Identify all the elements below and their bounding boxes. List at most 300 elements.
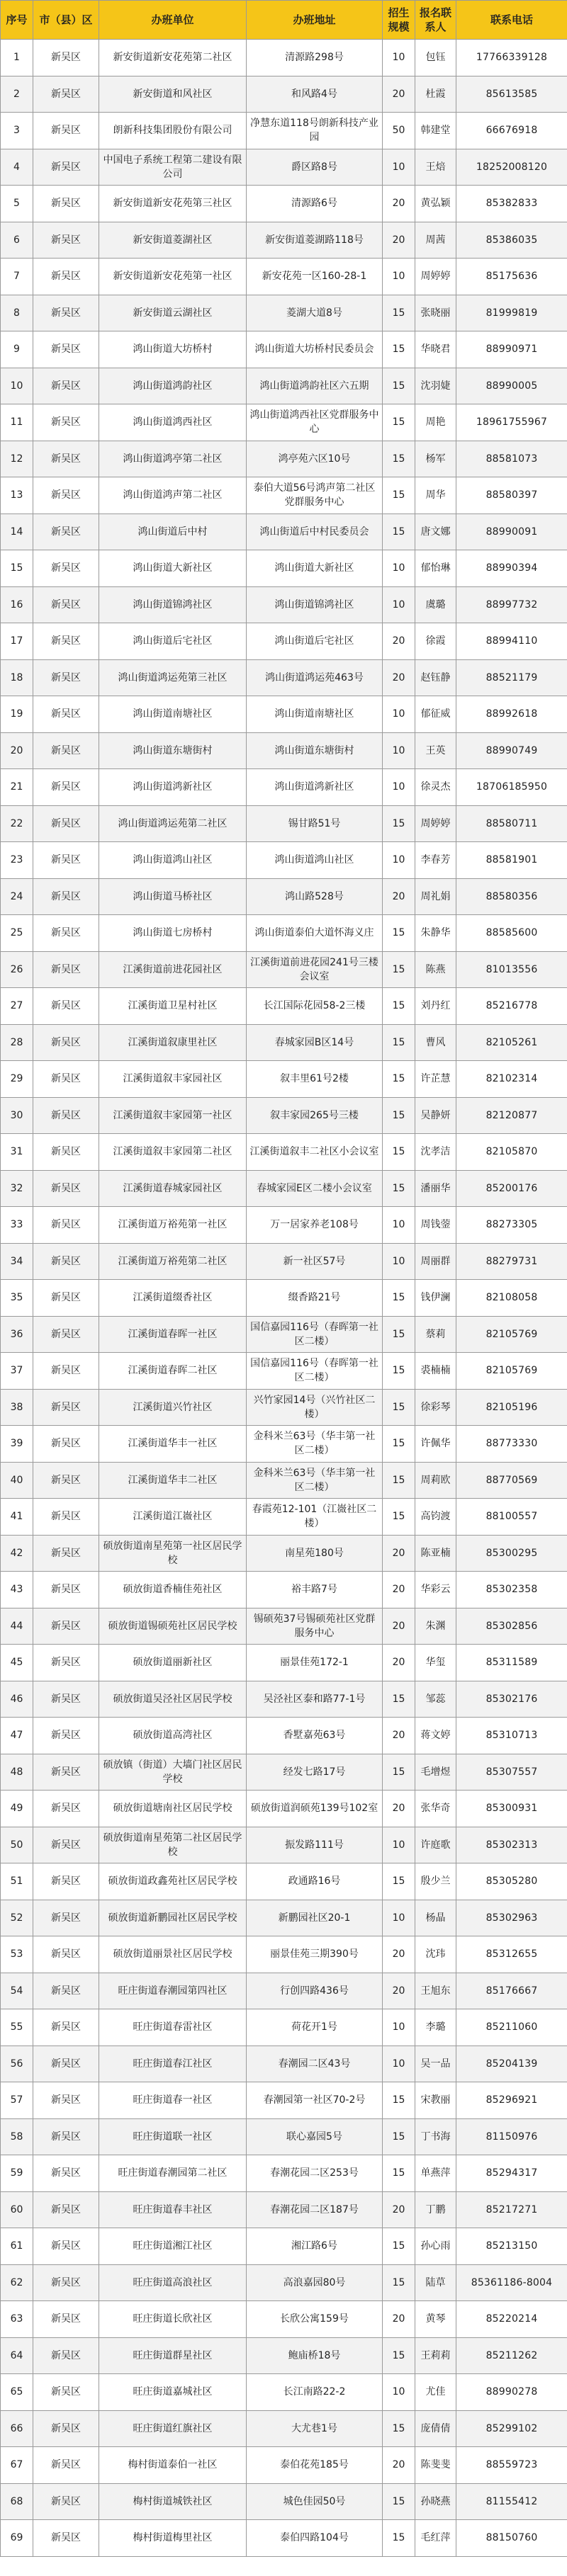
cell-phone: 85200176	[456, 1170, 567, 1207]
cell-contact: 唐文娜	[415, 514, 456, 550]
cell-no: 48	[1, 1754, 33, 1791]
cell-unit: 旺庄街道红旗社区	[99, 2410, 247, 2447]
header-unit: 办班单位	[99, 1, 247, 40]
cell-unit: 硕放街道高湾社区	[99, 1718, 247, 1754]
cell-contact: 周茜	[415, 222, 456, 259]
cell-district: 新吴区	[33, 295, 99, 331]
cell-unit: 江溪街道卫星村社区	[99, 988, 247, 1025]
table-row	[1, 1024, 567, 1061]
cell-contact: 许佩华	[415, 1426, 456, 1463]
cell-scale: 10	[383, 40, 415, 76]
cell-unit: 梅村街道泰伯一社区	[99, 2447, 247, 2484]
cell-phone: 85213150	[456, 2228, 567, 2265]
cell-phone: 81013556	[456, 951, 567, 988]
cell-no: 59	[1, 2155, 33, 2192]
cell-address: 硕放街道润硕苑139号102室	[247, 1791, 383, 1827]
table-row	[1, 2337, 567, 2374]
cell-scale: 10	[383, 2009, 415, 2046]
cell-contact: 杜霞	[415, 76, 456, 113]
cell-no: 54	[1, 1973, 33, 2009]
cell-scale: 15	[383, 988, 415, 1025]
cell-scale: 15	[383, 2082, 415, 2119]
table-row	[1, 1134, 567, 1171]
cell-no: 17	[1, 623, 33, 660]
cell-scale: 20	[383, 1645, 415, 1681]
table-row	[1, 805, 567, 842]
cell-contact: 王旭东	[415, 1973, 456, 2009]
table-body	[1, 40, 567, 2557]
cell-unit: 江溪街道前进花园社区	[99, 951, 247, 988]
cell-address: 缀香路21号	[247, 1280, 383, 1317]
cell-contact: 沈玮	[415, 1936, 456, 1973]
cell-no: 12	[1, 441, 33, 477]
cell-address: 泰伯四路104号	[247, 2520, 383, 2557]
cell-district: 新吴区	[33, 1791, 99, 1827]
cell-scale: 15	[383, 2155, 415, 2192]
cell-address: 新安街道菱湖路118号	[247, 222, 383, 259]
cell-district: 新吴区	[33, 1316, 99, 1353]
cell-contact: 周钱蓥	[415, 1207, 456, 1244]
cell-phone: 85302176	[456, 1681, 567, 1718]
cell-district: 新吴区	[33, 1024, 99, 1061]
cell-contact: 王焙	[415, 149, 456, 186]
cell-address: 新鹏园社区20-1	[247, 1900, 383, 1936]
cell-no: 28	[1, 1024, 33, 1061]
table-row	[1, 696, 567, 733]
table-row	[1, 1681, 567, 1718]
cell-address: 大尤巷1号	[247, 2410, 383, 2447]
cell-address: 政通路16号	[247, 1863, 383, 1900]
cell-phone: 82105870	[456, 1134, 567, 1171]
cell-district: 新吴区	[33, 805, 99, 842]
cell-district: 新吴区	[33, 2410, 99, 2447]
cell-contact: 陆草	[415, 2264, 456, 2301]
cell-no: 45	[1, 1645, 33, 1681]
cell-unit: 鸿山街道大新社区	[99, 550, 247, 587]
cell-address: 新安花苑一区160-28-1	[247, 259, 383, 295]
cell-unit: 鸿山街道南塘社区	[99, 696, 247, 733]
cell-scale: 15	[383, 514, 415, 550]
cell-unit: 新安街道和风社区	[99, 76, 247, 113]
cell-no: 44	[1, 1608, 33, 1645]
cell-district: 新吴区	[33, 149, 99, 186]
cell-address: 联心嘉园5号	[247, 2118, 383, 2155]
table-row	[1, 1353, 567, 1390]
cell-unit: 鸿山街道马桥社区	[99, 878, 247, 915]
cell-phone: 88100557	[456, 1499, 567, 1536]
table-row	[1, 1207, 567, 1244]
cell-contact: 黄弘颖	[415, 186, 456, 222]
cell-scale: 15	[383, 2410, 415, 2447]
cell-address: 金科米兰63号（华丰第一社区二楼）	[247, 1462, 383, 1499]
cell-phone: 88581901	[456, 842, 567, 879]
cell-contact: 朱静华	[415, 915, 456, 952]
cell-contact: 吴静妍	[415, 1097, 456, 1134]
cell-phone: 82105196	[456, 1389, 567, 1426]
cell-contact: 郁怡琳	[415, 550, 456, 587]
cell-no: 46	[1, 1681, 33, 1718]
table-row	[1, 1608, 567, 1645]
cell-unit: 江溪街道叙康里社区	[99, 1024, 247, 1061]
cell-district: 新吴区	[33, 696, 99, 733]
cell-address: 泰伯花苑185号	[247, 2447, 383, 2484]
table-row	[1, 2410, 567, 2447]
cell-no: 24	[1, 878, 33, 915]
cell-unit: 江溪街道叙丰家园第二社区	[99, 1134, 247, 1171]
cell-contact: 周礼娟	[415, 878, 456, 915]
cell-unit: 硕放街道丽新社区	[99, 1645, 247, 1681]
cell-contact: 杨晶	[415, 1900, 456, 1936]
table-row	[1, 1973, 567, 2009]
cell-scale: 15	[383, 1280, 415, 1317]
cell-phone: 85176667	[456, 1973, 567, 2009]
cell-no: 3	[1, 113, 33, 149]
cell-contact: 庞倩倩	[415, 2410, 456, 2447]
cell-address: 菱湖大道8号	[247, 295, 383, 331]
cell-no: 31	[1, 1134, 33, 1171]
cell-phone: 88585600	[456, 915, 567, 952]
cell-no: 63	[1, 2301, 33, 2338]
cell-no: 11	[1, 404, 33, 441]
cell-scale: 15	[383, 1134, 415, 1171]
cell-district: 新吴区	[33, 2155, 99, 2192]
cell-address: 爵区路8号	[247, 149, 383, 186]
cell-scale: 15	[383, 1499, 415, 1536]
cell-scale: 20	[383, 623, 415, 660]
cell-address: 香墅嘉苑63号	[247, 1718, 383, 1754]
cell-district: 新吴区	[33, 988, 99, 1025]
cell-district: 新吴区	[33, 1572, 99, 1608]
cell-no: 47	[1, 1718, 33, 1754]
cell-phone: 82105261	[456, 1024, 567, 1061]
table-row	[1, 295, 567, 331]
cell-phone: 82108058	[456, 1280, 567, 1317]
cell-phone: 85299102	[456, 2410, 567, 2447]
cell-phone: 85307557	[456, 1754, 567, 1791]
cell-unit: 鸿山街道后宅社区	[99, 623, 247, 660]
cell-address: 江溪街道叙丰二社区小会议室	[247, 1134, 383, 1171]
cell-district: 新吴区	[33, 1426, 99, 1463]
table-row	[1, 1535, 567, 1572]
cell-unit: 旺庄街道春一社区	[99, 2082, 247, 2119]
cell-phone: 85211060	[456, 2009, 567, 2046]
cell-phone: 88990091	[456, 514, 567, 550]
cell-contact: 许芷慧	[415, 1061, 456, 1098]
cell-address: 鸿山街道鸿山社区	[247, 842, 383, 879]
cell-scale: 20	[383, 1572, 415, 1608]
cell-phone: 88990005	[456, 368, 567, 404]
cell-scale: 20	[383, 2301, 415, 2338]
cell-address: 鸿山街道鸿运苑463号	[247, 659, 383, 696]
cell-phone: 82120877	[456, 1097, 567, 1134]
table-row	[1, 1645, 567, 1681]
cell-scale: 20	[383, 659, 415, 696]
cell-district: 新吴区	[33, 1863, 99, 1900]
cell-district: 新吴区	[33, 2520, 99, 2557]
cell-scale: 15	[383, 915, 415, 952]
cell-contact: 包钰	[415, 40, 456, 76]
header-no: 序号	[1, 1, 33, 40]
cell-contact: 周莉欧	[415, 1462, 456, 1499]
cell-address: 鸿山街道后宅社区	[247, 623, 383, 660]
cell-district: 新吴区	[33, 1353, 99, 1390]
cell-contact: 陈燕	[415, 951, 456, 988]
cell-phone: 85382833	[456, 186, 567, 222]
cell-district: 新吴区	[33, 2337, 99, 2374]
cell-address: 丽景佳苑三期390号	[247, 1936, 383, 1973]
cell-district: 新吴区	[33, 2046, 99, 2082]
cell-scale: 15	[383, 1170, 415, 1207]
cell-unit: 江溪街道万裕苑第二社区	[99, 1243, 247, 1280]
cell-contact: 李春芳	[415, 842, 456, 879]
cell-phone: 88150760	[456, 2520, 567, 2557]
cell-unit: 硕放街道南星苑第二社区居民学校	[99, 1827, 247, 1863]
cell-district: 新吴区	[33, 1681, 99, 1718]
cell-phone: 88580397	[456, 477, 567, 514]
cell-address: 鸿山街道后中村民委员会	[247, 514, 383, 550]
cell-scale: 10	[383, 1207, 415, 1244]
cell-district: 新吴区	[33, 2447, 99, 2484]
table-row	[1, 2118, 567, 2155]
cell-phone: 85361186-8004	[456, 2264, 567, 2301]
cell-phone: 82105769	[456, 1316, 567, 1353]
cell-contact: 陈斐斐	[415, 2447, 456, 2484]
cell-scale: 20	[383, 1535, 415, 1572]
cell-scale: 15	[383, 951, 415, 988]
cell-phone: 88992618	[456, 696, 567, 733]
cell-contact: 徐霞	[415, 623, 456, 660]
cell-phone: 88770569	[456, 1462, 567, 1499]
cell-phone: 88521179	[456, 659, 567, 696]
cell-address: 春城家园E区二楼小会议室	[247, 1170, 383, 1207]
cell-address: 湘江路6号	[247, 2228, 383, 2265]
cell-district: 新吴区	[33, 441, 99, 477]
cell-scale: 15	[383, 1389, 415, 1426]
table-row	[1, 113, 567, 149]
cell-scale: 15	[383, 331, 415, 368]
cell-scale: 10	[383, 1900, 415, 1936]
cell-scale: 15	[383, 2337, 415, 2374]
cell-phone: 85311589	[456, 1645, 567, 1681]
cell-no: 65	[1, 2374, 33, 2411]
cell-unit: 江溪街道叙丰家园第一社区	[99, 1097, 247, 1134]
cell-unit: 梅村街道梅里社区	[99, 2520, 247, 2557]
cell-phone: 85302358	[456, 1572, 567, 1608]
cell-phone: 88559723	[456, 2447, 567, 2484]
cell-no: 18	[1, 659, 33, 696]
cell-phone: 85300931	[456, 1791, 567, 1827]
cell-no: 33	[1, 1207, 33, 1244]
cell-district: 新吴区	[33, 1243, 99, 1280]
table-row	[1, 2155, 567, 2192]
cell-scale: 20	[383, 1936, 415, 1973]
cell-phone: 88773330	[456, 1426, 567, 1463]
cell-district: 新吴区	[33, 1061, 99, 1098]
cell-contact: 徐灵杰	[415, 769, 456, 806]
cell-address: 万一居家养老108号	[247, 1207, 383, 1244]
cell-address: 清源路298号	[247, 40, 383, 76]
cell-scale: 15	[383, 2118, 415, 2155]
cell-address: 春潮花园二区187号	[247, 2191, 383, 2228]
cell-address: 高浪嘉园80号	[247, 2264, 383, 2301]
table-row	[1, 1900, 567, 1936]
cell-no: 60	[1, 2191, 33, 2228]
cell-unit: 旺庄街道高浪社区	[99, 2264, 247, 2301]
cell-scale: 20	[383, 2191, 415, 2228]
table-row	[1, 769, 567, 806]
cell-no: 57	[1, 2082, 33, 2119]
cell-contact: 虞璐	[415, 586, 456, 623]
cell-contact: 郁征威	[415, 696, 456, 733]
cell-district: 新吴区	[33, 586, 99, 623]
cell-district: 新吴区	[33, 769, 99, 806]
cell-contact: 孙晓燕	[415, 2483, 456, 2520]
cell-address: 鲍庙桥18号	[247, 2337, 383, 2374]
table-row	[1, 2264, 567, 2301]
cell-phone: 18706185950	[456, 769, 567, 806]
cell-unit: 旺庄街道联一社区	[99, 2118, 247, 2155]
table-row	[1, 1389, 567, 1426]
cell-scale: 15	[383, 1681, 415, 1718]
cell-contact: 沈孝洁	[415, 1134, 456, 1171]
table-row	[1, 915, 567, 952]
cell-no: 4	[1, 149, 33, 186]
cell-phone: 82102314	[456, 1061, 567, 1098]
cell-address: 叙丰里61号2楼	[247, 1061, 383, 1098]
cell-unit: 旺庄街道嘉城社区	[99, 2374, 247, 2411]
cell-scale: 15	[383, 1097, 415, 1134]
cell-phone: 88997732	[456, 586, 567, 623]
table-row	[1, 331, 567, 368]
cell-scale: 10	[383, 259, 415, 295]
cell-unit: 中国电子系统工程第二建设有限公司	[99, 149, 247, 186]
table-row	[1, 2520, 567, 2557]
cell-contact: 丁鹏	[415, 2191, 456, 2228]
cell-scale: 15	[383, 368, 415, 404]
cell-no: 55	[1, 2009, 33, 2046]
cell-district: 新吴区	[33, 1973, 99, 2009]
cell-district: 新吴区	[33, 477, 99, 514]
cell-contact: 毛红萍	[415, 2520, 456, 2557]
cell-phone: 88990971	[456, 331, 567, 368]
cell-no: 27	[1, 988, 33, 1025]
cell-scale: 15	[383, 1353, 415, 1390]
cell-scale: 15	[383, 477, 415, 514]
cell-unit: 硕放镇（街道）大墙门社区居民学校	[99, 1754, 247, 1791]
cell-district: 新吴区	[33, 915, 99, 952]
table-row	[1, 441, 567, 477]
cell-no: 39	[1, 1426, 33, 1463]
cell-contact: 朱渊	[415, 1608, 456, 1645]
cell-unit: 新安街道新安花苑第二社区	[99, 40, 247, 76]
cell-contact: 钱伊澜	[415, 1280, 456, 1317]
table-row	[1, 149, 567, 186]
cell-scale: 20	[383, 76, 415, 113]
cell-unit: 硕放街道塘南社区居民学校	[99, 1791, 247, 1827]
cell-district: 新吴区	[33, 1170, 99, 1207]
table-row	[1, 1572, 567, 1608]
cell-phone: 81155412	[456, 2483, 567, 2520]
cell-scale: 20	[383, 2447, 415, 2484]
cell-scale: 20	[383, 1973, 415, 2009]
cell-phone: 88273305	[456, 1207, 567, 1244]
cell-contact: 华晓君	[415, 331, 456, 368]
cell-phone: 88279731	[456, 1243, 567, 1280]
cell-address: 鸿山街道鸿韵社区六五期	[247, 368, 383, 404]
cell-phone: 85302313	[456, 1827, 567, 1863]
cell-unit: 新安街道新安花苑第一社区	[99, 259, 247, 295]
cell-no: 51	[1, 1863, 33, 1900]
cell-scale: 15	[383, 441, 415, 477]
cell-phone: 88990749	[456, 732, 567, 769]
cell-address: 锡硕苑37号锡硕苑社区党群服务中心	[247, 1608, 383, 1645]
cell-no: 67	[1, 2447, 33, 2484]
cell-unit: 硕放街道吴泾社区居民学校	[99, 1681, 247, 1718]
cell-district: 新吴区	[33, 842, 99, 879]
cell-address: 鸿山街道南塘社区	[247, 696, 383, 733]
cell-address: 鸿山街道锦鸿社区	[247, 586, 383, 623]
cell-no: 52	[1, 1900, 33, 1936]
cell-no: 43	[1, 1572, 33, 1608]
cell-scale: 10	[383, 842, 415, 879]
cell-phone: 85386035	[456, 222, 567, 259]
cell-phone: 81150976	[456, 2118, 567, 2155]
cell-no: 19	[1, 696, 33, 733]
cell-district: 新吴区	[33, 259, 99, 295]
cell-contact: 周华	[415, 477, 456, 514]
cell-district: 新吴区	[33, 1936, 99, 1973]
cell-unit: 江溪街道春晖一社区	[99, 1316, 247, 1353]
cell-contact: 陈亚楠	[415, 1535, 456, 1572]
cell-scale: 50	[383, 113, 415, 149]
table-row	[1, 2447, 567, 2484]
cell-district: 新吴区	[33, 1754, 99, 1791]
cell-unit: 旺庄街道春江社区	[99, 2046, 247, 2082]
table-row	[1, 259, 567, 295]
cell-address: 荷花开1号	[247, 2009, 383, 2046]
cell-unit: 鸿山街道鸿运苑第二社区	[99, 805, 247, 842]
cell-no: 32	[1, 1170, 33, 1207]
cell-scale: 20	[383, 1608, 415, 1645]
cell-contact: 沈羽婕	[415, 368, 456, 404]
cell-phone: 88581073	[456, 441, 567, 477]
cell-address: 经发七路17号	[247, 1754, 383, 1791]
cell-address: 春潮园二区43号	[247, 2046, 383, 2082]
cell-district: 新吴区	[33, 1097, 99, 1134]
cell-scale: 10	[383, 2046, 415, 2082]
cell-scale: 15	[383, 2228, 415, 2265]
table-row	[1, 550, 567, 587]
cell-address: 城色佳园50号	[247, 2483, 383, 2520]
cell-district: 新吴区	[33, 1389, 99, 1426]
cell-district: 新吴区	[33, 1900, 99, 1936]
table-row	[1, 1316, 567, 1353]
table-row	[1, 2483, 567, 2520]
cell-contact: 高钧渡	[415, 1499, 456, 1536]
cell-address: 鸿山街道鸿西社区党群服务中心	[247, 404, 383, 441]
cell-district: 新吴区	[33, 76, 99, 113]
cell-no: 62	[1, 2264, 33, 2301]
cell-unit: 鸿山街道东塘街村	[99, 732, 247, 769]
cell-unit: 江溪街道缀香社区	[99, 1280, 247, 1317]
cell-phone: 17766339128	[456, 40, 567, 76]
cell-contact: 潘丽华	[415, 1170, 456, 1207]
cell-district: 新吴区	[33, 2264, 99, 2301]
cell-contact: 吴一品	[415, 2046, 456, 2082]
cell-district: 新吴区	[33, 2082, 99, 2119]
cell-no: 22	[1, 805, 33, 842]
table-row	[1, 732, 567, 769]
